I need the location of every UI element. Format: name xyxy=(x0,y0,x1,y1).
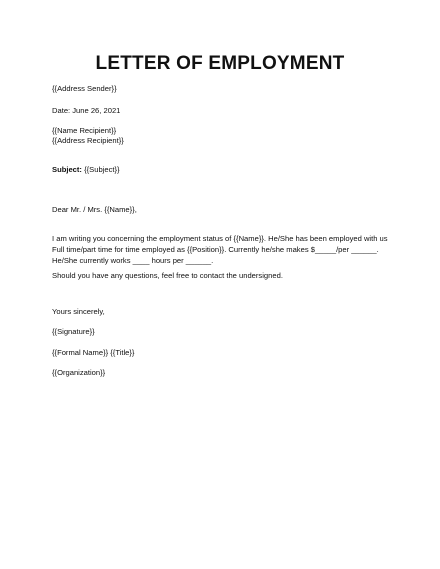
formal-name-title: {{Formal Name}} {{Title}} xyxy=(52,348,135,357)
letter-date: Date: June 26, 2021 xyxy=(52,106,121,115)
address-recipient: {{Address Recipient}} xyxy=(52,136,124,145)
address-sender: {{Address Sender}} xyxy=(52,84,117,93)
closing: Yours sincerely, xyxy=(52,307,105,316)
body-paragraph-2: Should you have any questions, feel free to contact the undersigned. xyxy=(52,271,283,280)
organization: {{Organization}} xyxy=(52,368,106,377)
body-paragraph-1: I am writing you concerning the employment status of {{Name}}. He/She has been employed with us Full time/part time for time employed as {{Position}}. Currently he/she makes $_____/per ______. He/She currently works ____ hours per ______. xyxy=(52,234,388,265)
salutation: Dear Mr. / Mrs. {{Name}}, xyxy=(52,205,137,214)
letter-title: LETTER OF EMPLOYMENT xyxy=(95,53,345,74)
name-recipient: {{Name Recipient}} xyxy=(52,126,117,135)
signature-placeholder: {{Signature}} xyxy=(52,327,95,336)
subject-line xyxy=(52,165,120,175)
subject-label: Subject: xyxy=(52,165,82,174)
subject-value: {{Subject}} xyxy=(81,165,120,174)
